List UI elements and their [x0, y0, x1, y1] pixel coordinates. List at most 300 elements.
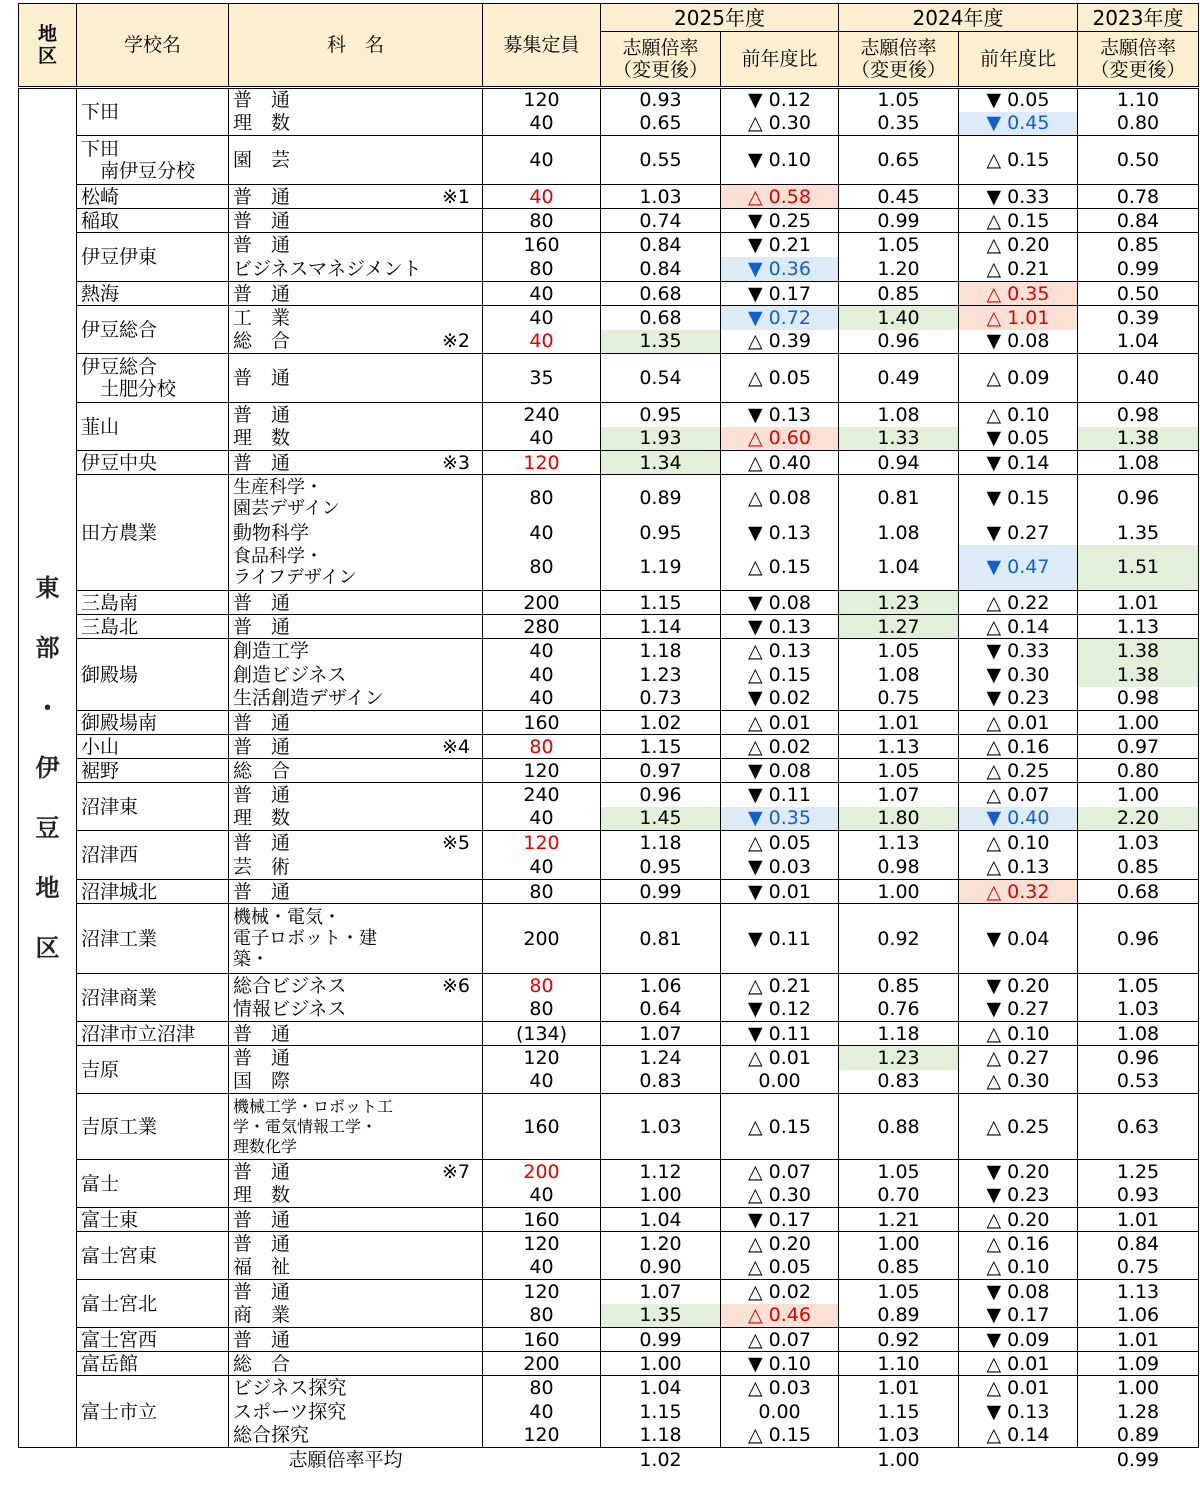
- dept-cell: [229, 1400, 483, 1424]
- footnote-mark: ※4: [441, 735, 470, 758]
- footnote-mark: ※7: [441, 1160, 470, 1183]
- average-ratio-cell: 1.02: [601, 1448, 721, 1473]
- table-row: [19, 306, 1199, 330]
- ratio-cell: 0.68: [601, 306, 721, 330]
- dept-name: 普 通: [233, 783, 291, 806]
- ratio-cell: 0.97: [1078, 735, 1199, 759]
- ratio-cell: 1.15: [601, 1400, 721, 1424]
- dept-name: 普 通: [233, 1280, 291, 1303]
- capacity-cell: 40: [483, 306, 601, 330]
- diff-cell: △ 0.25: [959, 1094, 1078, 1160]
- dept-cell: [229, 711, 483, 735]
- average-ratio-cell: 0.99: [1078, 1448, 1199, 1473]
- ratio-cell: 0.84: [601, 233, 721, 257]
- dept-cell: [229, 783, 483, 807]
- school-name: 御殿場: [77, 639, 229, 711]
- table-row: [19, 185, 1199, 209]
- ratio-cell: 1.00: [839, 1232, 959, 1256]
- diff-cell: △ 0.10: [959, 1022, 1078, 1046]
- dept-name: 普 通: [233, 403, 291, 426]
- ratio-cell: 0.92: [839, 904, 959, 974]
- dept-cell: [229, 1046, 483, 1070]
- table-row: [19, 1352, 1199, 1376]
- table-row: [19, 759, 1199, 783]
- dept-name: 普 通: [233, 880, 291, 903]
- ratio-cell: 0.93: [601, 88, 721, 112]
- school-name: 三島北: [77, 615, 229, 639]
- dept-cell: [229, 451, 483, 475]
- diff-cell: ▼ 0.09: [959, 1328, 1078, 1352]
- ratio-cell: 0.50: [1078, 136, 1199, 185]
- ratio-cell: 1.06: [601, 974, 721, 998]
- dept-cell: [229, 257, 483, 282]
- ratio-cell: 0.35: [839, 112, 959, 136]
- school-name: 富士宮北: [77, 1280, 229, 1328]
- capacity-cell: 80: [483, 1376, 601, 1400]
- ratio-cell: 0.99: [839, 209, 959, 233]
- dept-name: 普 通: [233, 185, 291, 208]
- average-ratio-cell: 1.00: [839, 1448, 959, 1473]
- table-row: [19, 282, 1199, 306]
- capacity-cell: 40: [483, 807, 601, 831]
- dept-name: 芸 術: [233, 855, 291, 878]
- header-year-2023: 2023年度: [1078, 4, 1199, 32]
- capacity-cell: 40: [483, 282, 601, 306]
- diff-cell: △ 1.01: [959, 306, 1078, 330]
- diff-cell: ▼ 0.15: [959, 475, 1078, 521]
- diff-cell: ▼ 0.72: [721, 306, 839, 330]
- diff-cell: △ 0.15: [721, 1094, 839, 1160]
- dept-cell: [229, 1424, 483, 1448]
- school-name: 熱海: [77, 282, 229, 306]
- ratio-cell: 1.15: [601, 591, 721, 615]
- dept-cell: [229, 136, 483, 185]
- capacity-cell: 80: [483, 475, 601, 521]
- diff-cell: △ 0.05: [721, 354, 839, 403]
- capacity-cell: 160: [483, 711, 601, 735]
- diff-cell: △ 0.21: [959, 257, 1078, 282]
- diff-cell: △ 0.46: [721, 1304, 839, 1328]
- capacity-cell: 80: [483, 880, 601, 904]
- ratio-cell: 1.04: [601, 1376, 721, 1400]
- region-label: 東 部 ・ 伊 豆 地 区: [19, 88, 77, 1448]
- dept-name: 情報ビジネス: [233, 998, 347, 1021]
- ratio-cell: 1.07: [601, 1022, 721, 1046]
- diff-cell: ▼ 0.02: [721, 687, 839, 711]
- ratio-cell: 0.80: [1078, 112, 1199, 136]
- dept-cell: [229, 639, 483, 663]
- school-name: 沼津商業: [77, 974, 229, 1022]
- ratio-cell: 1.51: [1078, 545, 1199, 591]
- dept-cell: [229, 1256, 483, 1280]
- diff-cell: △ 0.58: [721, 185, 839, 209]
- table-row: [19, 136, 1199, 185]
- ratio-cell: 0.85: [1078, 233, 1199, 257]
- dept-name: 普 通: [233, 282, 291, 305]
- ratio-cell: 0.98: [839, 855, 959, 880]
- table-row: [19, 880, 1199, 904]
- diff-cell: ▼ 0.21: [721, 233, 839, 257]
- diff-cell: ▼ 0.45: [959, 112, 1078, 136]
- ratio-cell: 1.20: [601, 1232, 721, 1256]
- diff-cell: △ 0.20: [721, 1232, 839, 1256]
- diff-cell: △ 0.01: [959, 1352, 1078, 1376]
- dept-cell: [229, 1184, 483, 1208]
- header-capacity: 募集定員: [483, 4, 601, 88]
- diff-cell: △ 0.39: [721, 330, 839, 354]
- capacity-cell: 240: [483, 403, 601, 427]
- footnote-mark: ※5: [441, 831, 470, 854]
- dept-cell: [229, 759, 483, 783]
- empty-cell: [721, 1448, 839, 1473]
- capacity-cell: 40: [483, 1400, 601, 1424]
- capacity-cell: 120: [483, 1232, 601, 1256]
- ratio-cell: 1.03: [1078, 831, 1199, 855]
- school-name: 富士: [77, 1160, 229, 1208]
- capacity-cell: 120: [483, 1280, 601, 1304]
- dept-cell: [229, 1328, 483, 1352]
- diff-cell: ▼ 0.10: [721, 1352, 839, 1376]
- diff-cell: △ 0.01: [721, 1046, 839, 1070]
- dept-name: 普 通: [233, 1232, 291, 1255]
- ratio-cell: 0.84: [1078, 1232, 1199, 1256]
- diff-cell: ▼ 0.30: [959, 663, 1078, 687]
- diff-cell: ▼ 0.13: [959, 1400, 1078, 1424]
- capacity-cell: 40: [483, 1256, 601, 1280]
- table-row: [19, 1208, 1199, 1232]
- dept-name: 機械工学・ロボット工 学・電気情報工学・ 理数化学: [233, 1096, 394, 1156]
- diff-cell: △ 0.40: [721, 451, 839, 475]
- dept-name: 生活創造デザイン: [233, 687, 384, 710]
- ratio-cell: 1.03: [839, 1424, 959, 1448]
- capacity-cell: 35: [483, 354, 601, 403]
- school-name: 韮山: [77, 403, 229, 451]
- ratio-cell: 1.08: [839, 521, 959, 545]
- diff-cell: ▼ 0.05: [959, 427, 1078, 451]
- capacity-cell: 200: [483, 904, 601, 974]
- header-ratio-2023: 志願倍率 （変更後）: [1078, 32, 1199, 88]
- capacity-cell: 80: [483, 1304, 601, 1328]
- ratio-cell: 0.95: [601, 521, 721, 545]
- dept-name: 普 通: [233, 367, 291, 389]
- diff-cell: △ 0.20: [959, 1208, 1078, 1232]
- table-row: [19, 711, 1199, 735]
- ratio-cell: 1.01: [839, 1376, 959, 1400]
- ratio-cell: 0.89: [839, 1304, 959, 1328]
- ratio-cell: 1.04: [601, 1208, 721, 1232]
- ratio-cell: 1.18: [839, 1022, 959, 1046]
- ratio-cell: 0.83: [839, 1070, 959, 1094]
- ratio-cell: 1.13: [839, 831, 959, 855]
- diff-cell: △ 0.10: [959, 1256, 1078, 1280]
- diff-cell: △ 0.30: [721, 1184, 839, 1208]
- capacity-cell: 40: [483, 136, 601, 185]
- dept-name: 普 通: [233, 1160, 291, 1183]
- diff-cell: ▼ 0.04: [959, 904, 1078, 974]
- ratio-cell: 1.03: [1078, 998, 1199, 1022]
- ratio-cell: 0.45: [839, 185, 959, 209]
- ratio-cell: 1.00: [1078, 783, 1199, 807]
- dept-cell: [229, 687, 483, 711]
- diff-cell: △ 0.09: [959, 354, 1078, 403]
- ratio-cell: 0.84: [1078, 209, 1199, 233]
- ratio-cell: 1.09: [1078, 1352, 1199, 1376]
- school-name: 富士東: [77, 1208, 229, 1232]
- diff-cell: ▼ 0.11: [721, 904, 839, 974]
- capacity-cell: 40: [483, 427, 601, 451]
- diff-cell: ▼ 0.11: [721, 1022, 839, 1046]
- diff-cell: △ 0.02: [721, 735, 839, 759]
- dept-name: 普 通: [233, 209, 291, 232]
- ratio-cell: 1.38: [1078, 639, 1199, 663]
- capacity-cell: 40: [483, 185, 601, 209]
- capacity-cell: 200: [483, 591, 601, 615]
- ratio-cell: 1.01: [1078, 591, 1199, 615]
- diff-cell: △ 0.35: [959, 282, 1078, 306]
- table-row: [19, 88, 1199, 112]
- table-row: [19, 475, 1199, 521]
- dept-name: 商 業: [233, 1304, 291, 1327]
- ratio-cell: 1.38: [1078, 427, 1199, 451]
- diff-cell: △ 0.16: [959, 735, 1078, 759]
- diff-cell: △ 0.10: [959, 403, 1078, 427]
- ratio-cell: 1.40: [839, 306, 959, 330]
- diff-cell: △ 0.05: [721, 831, 839, 855]
- capacity-cell: 40: [483, 855, 601, 880]
- dept-cell: [229, 521, 483, 545]
- school-name: 三島南: [77, 591, 229, 615]
- ratio-cell: 1.12: [601, 1160, 721, 1184]
- dept-cell: [229, 1304, 483, 1328]
- dept-name: 普 通: [233, 711, 291, 734]
- ratio-cell: 1.01: [1078, 1328, 1199, 1352]
- ratio-cell: 1.13: [839, 735, 959, 759]
- table-row: [19, 209, 1199, 233]
- capacity-cell: 160: [483, 1208, 601, 1232]
- diff-cell: ▼ 0.20: [959, 974, 1078, 998]
- capacity-cell: 80: [483, 998, 601, 1022]
- dept-name: 普 通: [233, 831, 291, 854]
- school-name: 沼津市立沼津: [77, 1022, 229, 1046]
- header-ratio-2025: 志願倍率 （変更後）: [601, 32, 721, 88]
- diff-cell: △ 0.05: [721, 1256, 839, 1280]
- dept-name: 国 際: [233, 1070, 291, 1093]
- dept-name: 普 通: [233, 1022, 291, 1045]
- ratio-cell: 0.83: [601, 1070, 721, 1094]
- ratio-cell: 1.13: [1078, 615, 1199, 639]
- diff-cell: △ 0.01: [959, 711, 1078, 735]
- ratio-cell: 1.02: [601, 711, 721, 735]
- header-diff-2024: 前年度比: [959, 32, 1078, 88]
- dept-name: 創造工学: [233, 639, 310, 662]
- ratio-cell: 1.00: [601, 1352, 721, 1376]
- capacity-cell: 40: [483, 112, 601, 136]
- ratio-cell: 0.95: [601, 855, 721, 880]
- table-row: [19, 1280, 1199, 1304]
- dept-cell: [229, 735, 483, 759]
- ratio-cell: 1.14: [601, 615, 721, 639]
- ratio-cell: 1.00: [601, 1184, 721, 1208]
- school-name: 富岳館: [77, 1352, 229, 1376]
- dept-cell: [229, 88, 483, 112]
- capacity-cell: 80: [483, 209, 601, 233]
- dept-cell: [229, 282, 483, 306]
- diff-cell: ▼ 0.40: [959, 807, 1078, 831]
- school-name: 伊豆伊東: [77, 233, 229, 282]
- ratio-cell: 1.04: [839, 545, 959, 591]
- capacity-cell: 160: [483, 1328, 601, 1352]
- dept-cell: [229, 1352, 483, 1376]
- ratio-cell: 1.93: [601, 427, 721, 451]
- ratio-cell: 0.68: [1078, 880, 1199, 904]
- diff-cell: ▼ 0.13: [721, 521, 839, 545]
- table-row: [19, 1094, 1199, 1160]
- ratio-cell: 0.63: [1078, 1094, 1199, 1160]
- dept-name: 普 通: [233, 1046, 291, 1069]
- table-row: [19, 1160, 1199, 1184]
- table-row: [19, 233, 1199, 257]
- ratio-cell: 1.33: [839, 427, 959, 451]
- ratio-cell: 0.85: [839, 1256, 959, 1280]
- dept-cell: [229, 403, 483, 427]
- ratio-cell: 0.65: [601, 112, 721, 136]
- ratio-cell: 1.06: [1078, 1304, 1199, 1328]
- ratio-cell: 1.05: [839, 1160, 959, 1184]
- diff-cell: △ 0.15: [721, 663, 839, 687]
- ratio-cell: 0.96: [1078, 475, 1199, 521]
- diff-cell: △ 0.07: [721, 1160, 839, 1184]
- diff-cell: ▼ 0.17: [721, 282, 839, 306]
- diff-cell: △ 0.13: [959, 855, 1078, 880]
- ratio-cell: 0.78: [1078, 185, 1199, 209]
- dept-name: ビジネス探究: [233, 1376, 347, 1399]
- dept-cell: [229, 1160, 483, 1184]
- dept-name: 普 通: [233, 233, 291, 256]
- ratio-cell: 0.54: [601, 354, 721, 403]
- dept-cell: [229, 880, 483, 904]
- ratio-cell: 0.97: [601, 759, 721, 783]
- ratio-cell: 0.85: [1078, 855, 1199, 880]
- ratio-cell: 1.24: [601, 1046, 721, 1070]
- school-name: 沼津西: [77, 831, 229, 880]
- diff-cell: ▼ 0.47: [959, 545, 1078, 591]
- dept-name: 生産科学・ 園芸デザイン: [233, 476, 340, 519]
- dept-cell: [229, 354, 483, 403]
- diff-cell: ▼ 0.05: [959, 88, 1078, 112]
- diff-cell: △ 0.27: [959, 1046, 1078, 1070]
- table-row: [19, 904, 1199, 974]
- capacity-cell: 160: [483, 1094, 601, 1160]
- ratio-cell: 0.81: [601, 904, 721, 974]
- ratio-cell: 1.35: [1078, 521, 1199, 545]
- diff-cell: ▼ 0.27: [959, 998, 1078, 1022]
- ratio-cell: 1.01: [1078, 1208, 1199, 1232]
- footnote-mark: ※6: [441, 974, 470, 997]
- ratio-cell: 0.90: [601, 1256, 721, 1280]
- school-name: 田方農業: [77, 475, 229, 591]
- diff-cell: △ 0.60: [721, 427, 839, 451]
- school-name: 富士市立: [77, 1376, 229, 1448]
- ratio-cell: 1.15: [601, 735, 721, 759]
- diff-cell: ▼ 0.33: [959, 185, 1078, 209]
- capacity-cell: 120: [483, 88, 601, 112]
- table-row: [19, 1022, 1199, 1046]
- ratio-cell: 0.55: [601, 136, 721, 185]
- dept-name: 創造ビジネス: [233, 663, 347, 686]
- dept-name: 総 合: [233, 1352, 291, 1375]
- table-row: [19, 1232, 1199, 1256]
- diff-cell: 0.00: [721, 1070, 839, 1094]
- average-label: 志願倍率平均: [19, 1448, 483, 1473]
- ratio-cell: 1.27: [839, 615, 959, 639]
- table-row: [19, 1328, 1199, 1352]
- capacity-cell: 280: [483, 615, 601, 639]
- dept-name: ビジネスマネジメント: [233, 257, 422, 280]
- diff-cell: △ 0.03: [721, 1376, 839, 1400]
- dept-name: 食品科学・ ライフデザイン: [233, 546, 357, 589]
- ratio-cell: 1.35: [601, 1304, 721, 1328]
- table-row: [19, 783, 1199, 807]
- dept-name: 普 通: [233, 1328, 291, 1351]
- ratio-cell: 1.23: [601, 663, 721, 687]
- header-dept: 科 名: [229, 4, 483, 88]
- capacity-cell: (134): [483, 1022, 601, 1046]
- diff-cell: △ 0.22: [959, 591, 1078, 615]
- capacity-cell: 40: [483, 1184, 601, 1208]
- ratio-cell: 2.20: [1078, 807, 1199, 831]
- diff-cell: △ 0.07: [721, 1328, 839, 1352]
- ratio-cell: 1.35: [601, 330, 721, 354]
- diff-cell: 0.00: [721, 1400, 839, 1424]
- dept-cell: [229, 306, 483, 330]
- dept-cell: [229, 998, 483, 1022]
- dept-name: 総合ビジネス: [233, 974, 347, 997]
- dept-name: 工 業: [233, 306, 291, 329]
- ratio-cell: 0.98: [1078, 687, 1199, 711]
- school-name: 富士宮西: [77, 1328, 229, 1352]
- school-name: 伊豆総合: [77, 306, 229, 354]
- ratio-cell: 1.23: [839, 1046, 959, 1070]
- ratio-cell: 0.96: [601, 783, 721, 807]
- diff-cell: ▼ 0.13: [721, 403, 839, 427]
- diff-cell: ▼ 0.01: [721, 880, 839, 904]
- ratio-cell: 1.07: [839, 783, 959, 807]
- dept-cell: [229, 1280, 483, 1304]
- dept-name: 機械・電気・ 電子ロボット・建 築・: [233, 907, 377, 970]
- diff-cell: ▼ 0.17: [959, 1304, 1078, 1328]
- school-name: 沼津工業: [77, 904, 229, 974]
- header-diff-2025: 前年度比: [721, 32, 839, 88]
- ratio-cell: 1.05: [839, 759, 959, 783]
- ratio-cell: 1.80: [839, 807, 959, 831]
- dept-cell: [229, 209, 483, 233]
- diff-cell: ▼ 0.33: [959, 639, 1078, 663]
- header-year-2024: 2024年度: [839, 4, 1078, 32]
- ratio-cell: 1.18: [601, 1424, 721, 1448]
- school-name: 伊豆中央: [77, 451, 229, 475]
- table-row: [19, 639, 1199, 663]
- ratio-cell: 0.81: [839, 475, 959, 521]
- ratio-cell: 1.03: [601, 1094, 721, 1160]
- ratio-cell: 0.85: [839, 974, 959, 998]
- dept-name: 普 通: [233, 735, 291, 758]
- ratio-cell: 1.08: [1078, 1022, 1199, 1046]
- dept-cell: [229, 112, 483, 136]
- ratio-cell: 0.75: [839, 687, 959, 711]
- ratio-cell: 0.93: [1078, 1184, 1199, 1208]
- diff-cell: △ 0.32: [959, 880, 1078, 904]
- capacity-cell: 80: [483, 545, 601, 591]
